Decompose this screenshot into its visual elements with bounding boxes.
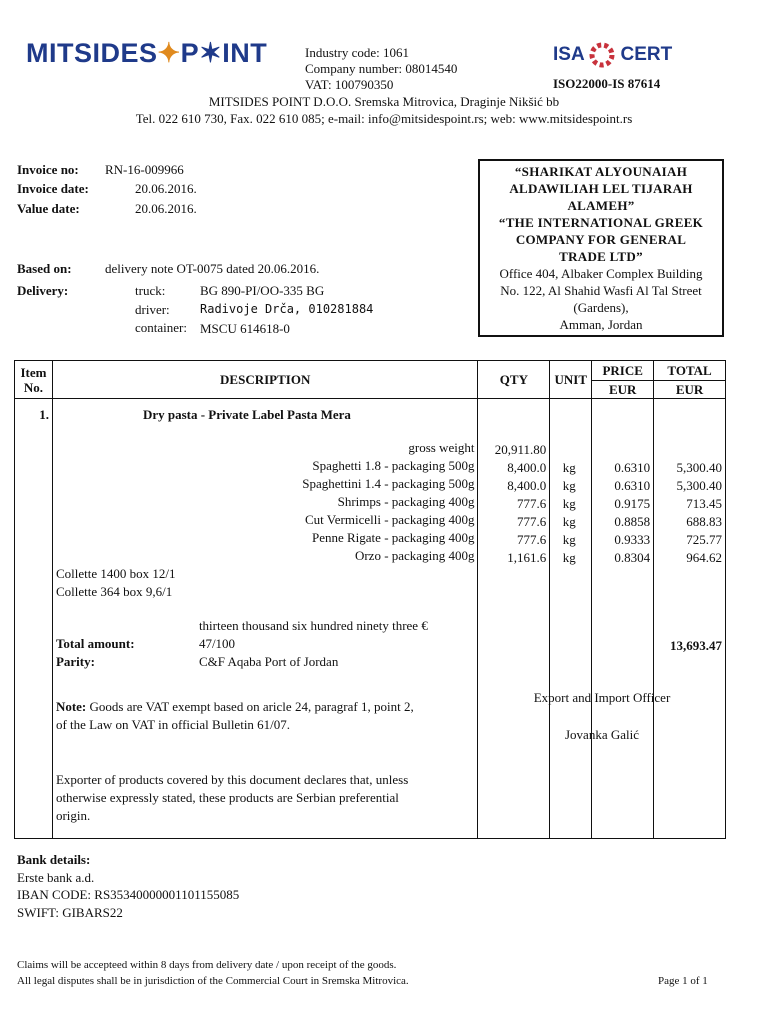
unit-value: kg xyxy=(562,460,576,475)
qty-value: 777.6 xyxy=(517,514,547,529)
collette-line-2: Collette 364 box 9,6/1 xyxy=(55,584,173,599)
price-value: 0.6310 xyxy=(614,460,651,475)
total-value: 713.45 xyxy=(686,496,722,511)
claims-note: Claims will be accepteed within 8 days from delivery date / upon receipt of the goods. xyxy=(17,959,397,971)
vat-note-1: Note: Goods are VAT exempt based on aricle 24, paragraf 1, point 2, xyxy=(55,699,414,714)
description-rows xyxy=(53,457,478,565)
header-qty: QTY xyxy=(478,361,550,399)
industry-code: Industry code: 1061 xyxy=(305,45,409,60)
price-rows xyxy=(592,459,653,567)
invoice-no-label: Invoice no: xyxy=(17,162,79,177)
page-number: Page 1 of 1 xyxy=(658,975,708,987)
swift-code: SWIFT: GIBARS22 xyxy=(17,905,123,920)
header-description: DESCRIPTION xyxy=(52,361,478,399)
qty-value: 1,161.6 xyxy=(507,550,547,565)
price-value: 0.9175 xyxy=(614,496,651,511)
total-value: 688.83 xyxy=(686,514,722,529)
truck: BG 890-PI/OO-335 BG xyxy=(200,283,325,298)
iban-code: IBAN CODE: RS35340000001101155085 xyxy=(17,887,240,902)
value-date-label: Value date: xyxy=(17,201,80,216)
vat-note-2: of the Law on VAT in official Bulletin 61/07. xyxy=(55,717,291,732)
unit-value: kg xyxy=(562,478,576,493)
company-contact: Tel. 022 610 730, Fax. 022 610 085; e-mail: info@mitsidespoint.rs; web: www.mitsidespoint.rs xyxy=(135,111,633,126)
description-cell xyxy=(52,399,478,839)
company-logo: MITSIDES✦P✶INT xyxy=(26,38,268,68)
header-unit: UNIT xyxy=(550,361,592,399)
gross-weight-label: gross weight xyxy=(408,440,475,455)
invoice-no: RN-16-009966 xyxy=(105,162,184,177)
qty-cell xyxy=(478,399,550,839)
driver-label: driver: xyxy=(135,302,170,317)
item-title: Dry pasta - Private Label Pasta Mera xyxy=(142,407,351,422)
exporter-declaration-3: origin. xyxy=(55,808,91,823)
price-value: 0.8858 xyxy=(614,514,651,529)
bank-details-label: Bank details: xyxy=(17,852,91,867)
cert-seal-icon xyxy=(589,42,615,68)
exporter-declaration-1: Exporter of products covered by this document declares that, unless xyxy=(55,772,409,787)
qty-value: 777.6 xyxy=(517,496,547,511)
driver: Radivoje Drča, 010281884 xyxy=(200,302,374,316)
total-amount-label: Total amount: xyxy=(55,636,135,651)
wheat-icon: ✦ xyxy=(157,38,181,68)
invoice-items-table xyxy=(14,360,726,839)
qty-rows xyxy=(478,459,549,567)
total-cell xyxy=(654,399,726,839)
collette-line-1: Collette 1400 box 12/1 xyxy=(55,566,176,581)
description-line: Spaghetti 1.8 - packaging 500g xyxy=(312,458,475,473)
unit-value: kg xyxy=(562,532,576,547)
company-number: Company number: 08014540 xyxy=(305,61,458,76)
buyer-address-box: “SHARIKAT ALYOUNAIAH ALDAWILIAH LEL TIJARAH ALAMEH” “THE INTERNATIONAL GREEK COMPANY FOR GENERAL TRADE LTD” Office 404, Albaker Complex Building No. 122, Al Shahid Wasfi Al Tal Street (Gardens), Amman, Jordan xyxy=(478,159,724,337)
description-line: Shrimps - packaging 400g xyxy=(337,494,475,509)
company-codes xyxy=(305,45,457,93)
iso-number: ISO22000-IS 87614 xyxy=(553,76,661,91)
header-price-eur: EUR xyxy=(592,381,654,399)
unit-value: kg xyxy=(562,496,576,511)
parity: C&F Aqaba Port of Jordan xyxy=(198,654,339,669)
total-value: 725.77 xyxy=(686,532,722,547)
price-value: 0.6310 xyxy=(614,478,651,493)
total-value: 5,300.40 xyxy=(676,478,722,493)
header-price: PRICE xyxy=(592,361,654,381)
officer-name: Jovanka Galić xyxy=(564,727,639,742)
unit-value: kg xyxy=(562,514,576,529)
description-line: Cut Vermicelli - packaging 400g xyxy=(305,512,475,527)
description-line: Penne Rigate - packaging 400g xyxy=(311,530,475,545)
delivery-label: Delivery: xyxy=(17,283,69,298)
based-on-label: Based on: xyxy=(17,261,72,276)
description-line: Spaghettini 1.4 - packaging 500g xyxy=(302,476,475,491)
exporter-declaration-2: otherwise expressly stated, these products are Serbian preferential xyxy=(55,790,399,805)
gross-weight-qty: 20,911.80 xyxy=(494,442,547,457)
price-cell xyxy=(592,399,654,839)
officer-title: Export and Import Officer xyxy=(533,690,671,705)
amount-in-words-1: thirteen thousand six hundred ninety three € xyxy=(198,618,428,633)
container: MSCU 614618-0 xyxy=(200,321,290,336)
header-total-eur: EUR xyxy=(654,381,726,399)
qty-value: 8,400.0 xyxy=(507,460,547,475)
container-label: container: xyxy=(135,320,187,335)
total-value: 964.62 xyxy=(686,550,722,565)
header-total: TOTAL xyxy=(654,361,726,381)
qty-value: 777.6 xyxy=(517,532,547,547)
total-rows xyxy=(654,459,725,567)
truck-label: truck: xyxy=(135,283,166,298)
unit-value: kg xyxy=(562,550,576,565)
qty-value: 8,400.0 xyxy=(507,478,547,493)
item-number-cell: 1. xyxy=(15,399,53,839)
legal-note: All legal disputes shall be in jurisdiction of the Commercial Court in Sremska Mitrovica. xyxy=(17,975,409,987)
unit-rows xyxy=(550,459,591,567)
grand-total: 13,693.47 xyxy=(670,638,722,653)
total-amount-row xyxy=(53,635,478,653)
invoice-date-label: Invoice date: xyxy=(17,181,89,196)
isa-cert-logo: ISA CERT xyxy=(553,42,672,68)
company-address: MITSIDES POINT D.O.O. Sremska Mitrovica, Draginje Nikšić bb xyxy=(208,94,560,109)
value-date: 20.06.2016. xyxy=(135,201,197,216)
unit-cell xyxy=(550,399,592,839)
amount-in-words-2: 47/100 xyxy=(198,636,236,651)
bank-name: Erste bank a.d. xyxy=(17,870,95,885)
parity-row xyxy=(53,653,478,671)
parity-label: Parity: xyxy=(55,654,95,669)
price-value: 0.8304 xyxy=(614,550,651,565)
based-on: delivery note OT-0075 dated 20.06.2016. xyxy=(105,261,320,276)
vat-number: VAT: 100790350 xyxy=(305,77,394,92)
invoice-date: 20.06.2016. xyxy=(135,181,197,196)
total-value: 5,300.40 xyxy=(676,460,722,475)
header-item-no: Item No. xyxy=(15,361,53,399)
description-line: Orzo - packaging 400g xyxy=(354,548,475,563)
price-value: 0.9333 xyxy=(614,532,651,547)
